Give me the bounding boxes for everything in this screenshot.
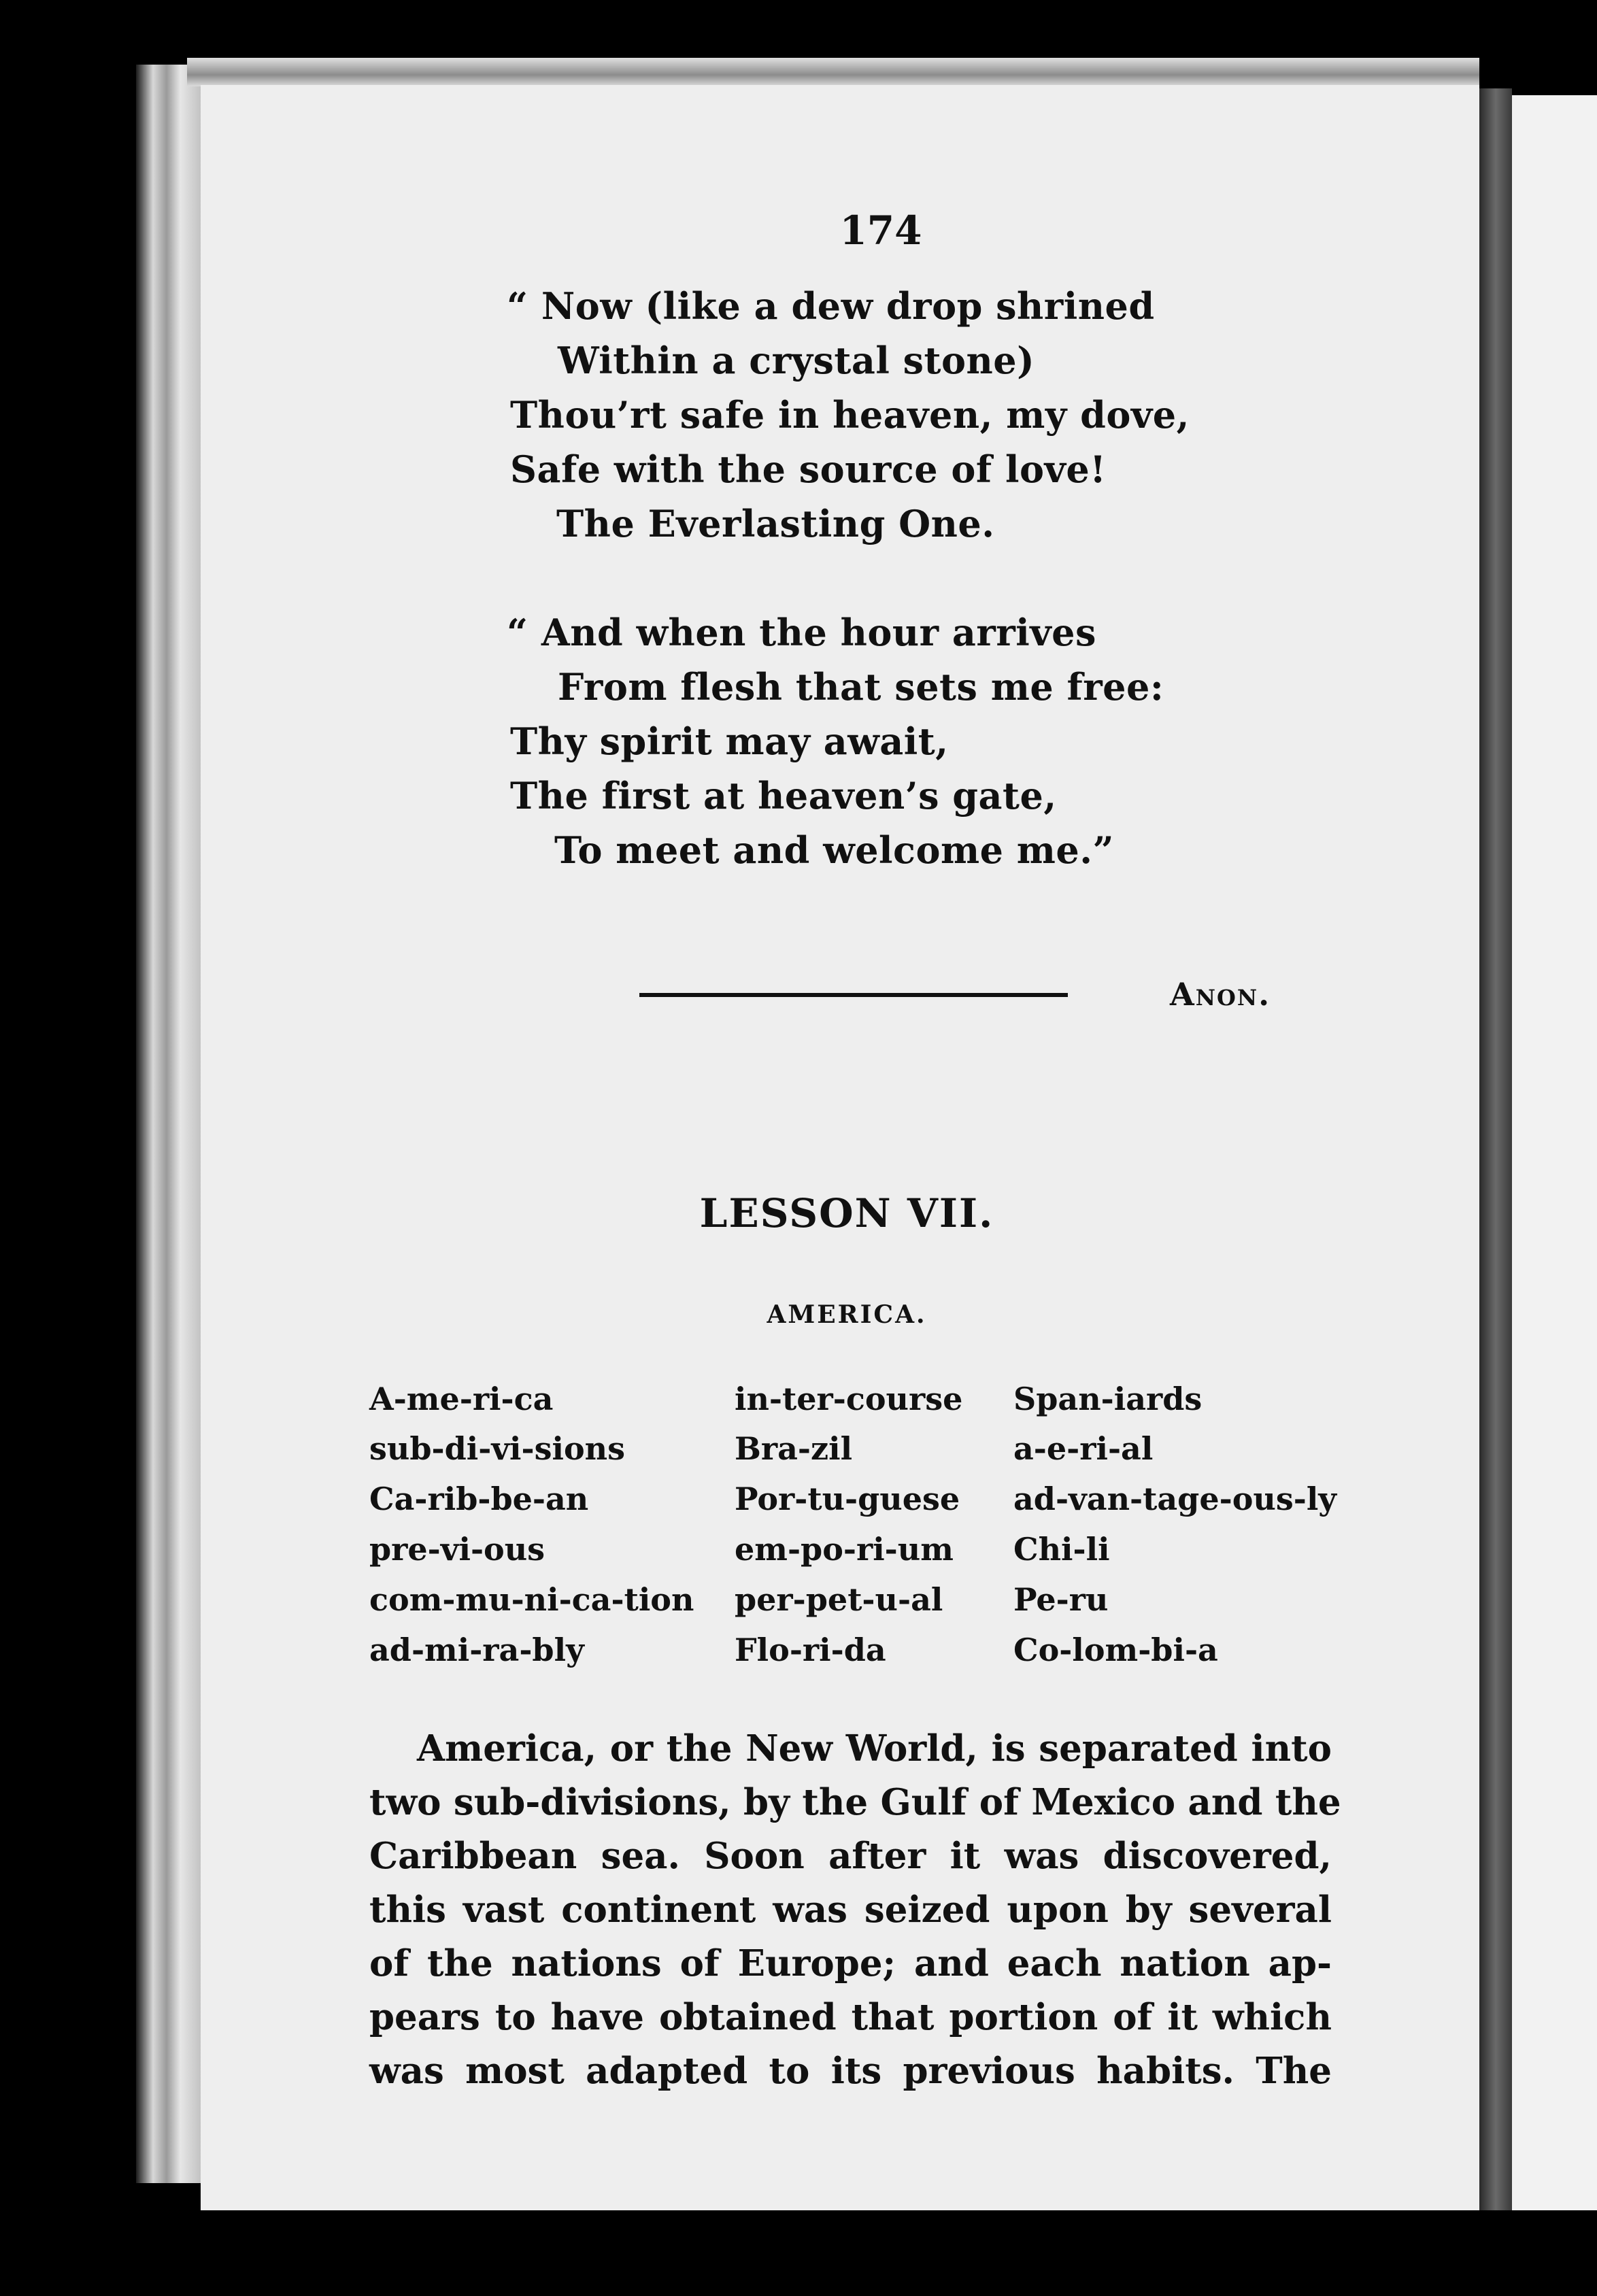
vocab-word: Chi-li: [1013, 1531, 1110, 1568]
section-divider-rule: [639, 993, 1068, 997]
vocab-word: ad-mi-ra-bly: [369, 1632, 584, 1668]
poem-line: Within a crystal stone): [558, 339, 1035, 382]
paragraph-line: America, or the New World, is separated into: [417, 1727, 1332, 1770]
next-page-edge: [1512, 95, 1597, 2210]
vocab-word: Span-iards: [1013, 1381, 1203, 1417]
paragraph-line: pears to have obtained that portion of it which: [369, 1996, 1332, 2038]
poem-line: Thy spirit may await,: [510, 720, 949, 763]
book-gutter-shadow: [1479, 88, 1512, 2210]
lesson-title: LESSON VII.: [699, 1190, 994, 1236]
page-content: [201, 85, 1479, 2210]
book-edge-left: [136, 65, 204, 2183]
vocab-word: per-pet-u-al: [735, 1581, 943, 1618]
vocab-word: Co-lom-bi-a: [1013, 1632, 1218, 1668]
vocab-word: Bra-zil: [735, 1430, 853, 1467]
vocab-word: in-ter-course: [735, 1381, 963, 1417]
paragraph-line: two sub-divisions, by the Gulf of Mexico and the: [369, 1781, 1341, 1823]
book-edge-top: [187, 58, 1479, 86]
page-number: 174: [839, 207, 922, 254]
poem-line: The Everlasting One.: [556, 502, 995, 545]
poem-line: Safe with the source of love!: [510, 448, 1107, 491]
poem-line: To meet and welcome me.”: [554, 828, 1115, 872]
vocab-word: pre-vi-ous: [369, 1531, 545, 1568]
book-page: [201, 85, 1479, 2210]
vocab-word: Por-tu-guese: [735, 1481, 960, 1517]
poem-line: Thou’rt safe in heaven, my dove,: [510, 393, 1190, 437]
vocab-word: A-me-ri-ca: [369, 1381, 554, 1417]
vocab-word: Pe-ru: [1013, 1581, 1109, 1618]
vocab-word: ad-van-tage-ous-ly: [1013, 1481, 1337, 1517]
vocab-word: a-e-ri-al: [1013, 1430, 1154, 1467]
lesson-subtitle: AMERICA.: [767, 1300, 927, 1329]
vocab-word: Flo-ri-da: [735, 1632, 886, 1668]
vocab-word: sub-di-vi-sions: [369, 1430, 626, 1467]
vocab-word: com-mu-ni-ca-tion: [369, 1581, 694, 1618]
paragraph-line: was most adapted to its previous habits. The: [369, 2050, 1332, 2092]
poem-line: “ Now (like a dew drop shrined: [507, 284, 1155, 328]
poem-line: “ And when the hour arrives: [507, 611, 1096, 654]
paragraph-line: this vast continent was seized upon by several: [369, 1889, 1332, 1931]
poem-attribution: Anon.: [1170, 976, 1271, 1013]
poem-line: The first at heaven’s gate,: [510, 774, 1057, 817]
vocab-word: em-po-ri-um: [735, 1531, 954, 1568]
poem-line: From flesh that sets me free:: [558, 665, 1164, 709]
paragraph-line: Caribbean sea. Soon after it was discovered,: [369, 1835, 1332, 1877]
paragraph-line: of the nations of Europe; and each nation ap-: [369, 1942, 1332, 1985]
vocab-word: Ca-rib-be-an: [369, 1481, 589, 1517]
